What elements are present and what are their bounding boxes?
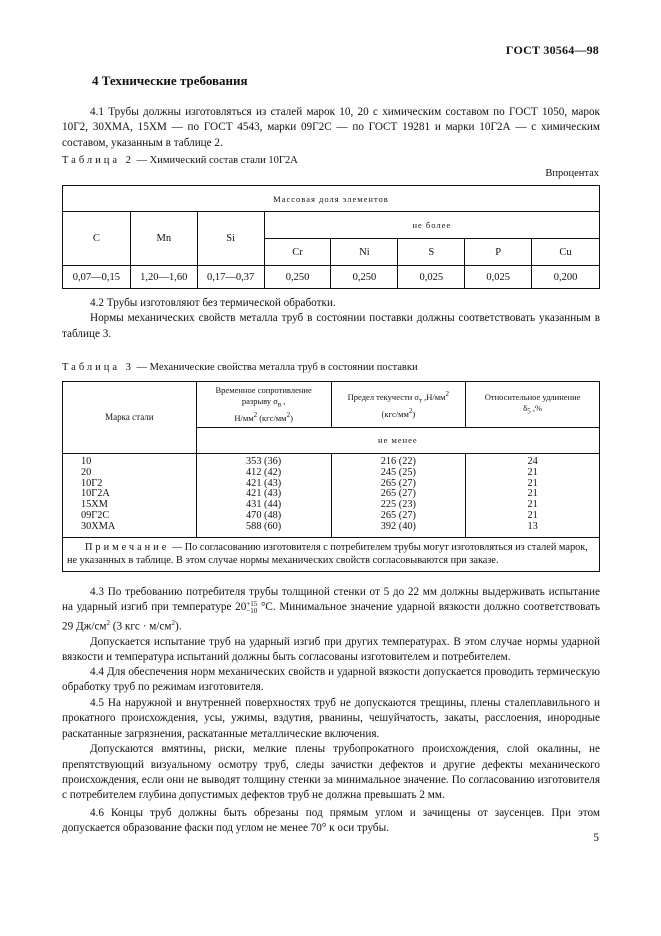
paragraph-4-1: 4.1 Трубы должны изготовляться из сталей марок 10, 20 с химическим составом по ГОСТ 1050, марок 10Г2, 30ХМА, 15ХМ — по ГОСТ 4543, марки 09Г2С — по ГОСТ 19281 и марки 10Г2А — с химическим составом, указанным в таблице 2. (62, 106, 600, 149)
table3-note: Примечание — По согласованию изготовителя с потребителем трубы могут изготовляться из сталей марок, не указанных в таблице. В этом случае нормы механических свойств согласовываются при заказе. (63, 538, 600, 572)
col-cu: Cu (532, 239, 600, 266)
col-steel-grade: Марка стали (63, 382, 197, 454)
list-item: 421 (43) (246, 477, 282, 489)
list-item: 21 (527, 499, 538, 511)
list-item: 392 (40) (380, 520, 416, 532)
cell-value: 0,250 (264, 266, 331, 289)
list-item: 10Г2А (81, 488, 110, 500)
cell-value: 0,250 (331, 266, 398, 289)
header-mass-fraction: Массовая доля элементов (63, 186, 600, 212)
list-item: 265 (27) (380, 477, 416, 489)
document-code: ГОСТ 30564—98 (505, 43, 599, 57)
list-item: 24 (527, 456, 538, 467)
list-item: 245 (25) (380, 466, 416, 478)
col-ni: Ni (331, 239, 398, 266)
header-not-more-than: не более (264, 212, 599, 239)
cell-value: 0,200 (532, 266, 600, 289)
list-item: 421 (43) (246, 488, 282, 500)
list-item: 588 (60) (246, 520, 282, 532)
table3-mechanical-properties (62, 381, 600, 572)
list-item: 21 (527, 477, 538, 489)
list-item: 216 (22) (380, 456, 416, 467)
list-item: 21 (527, 488, 538, 500)
cell-value: 0,025 (398, 266, 465, 289)
cell-value: 0,07—0,15 (63, 266, 131, 289)
list-item: 10 (81, 456, 92, 467)
list-item: 470 (48) (246, 509, 282, 521)
table3-caption: Таблица 3 — Механические свойства металла труб в состоянии поставки (62, 362, 418, 373)
list-item: 20 (81, 466, 92, 478)
tensile-column (196, 454, 331, 538)
col-cr: Cr (264, 239, 331, 266)
table2-chemical-composition (62, 185, 600, 289)
col-mn: Mn (130, 212, 197, 266)
list-item: 10Г2 (81, 477, 103, 489)
table2-units: Впроцентах (545, 168, 599, 179)
col-p: P (465, 239, 532, 266)
col-s: S (398, 239, 465, 266)
yield-column (331, 454, 466, 538)
col-elongation: Относительное удлинение $\delta_5$ ,% (466, 382, 600, 428)
paragraph-4-6: 4.6 Концы труб должны быть обрезаны под прямым углом и зачищены от заусенцев. При этом допускается образование фаски под углом не менее 70° к оси трубы. (62, 807, 600, 835)
list-item: 21 (527, 509, 538, 521)
paragraph-4-5: 4.5 На наружной и внутренней поверхностях труб не допускаются трещины, плены сталеплавильного и прокатного происхождения, усы, ужимы, вздутия, рванины, чешуйчатость, закаты, расслоения, инородные раскатанные загрязнения, раскатанные металлические включения. Допускаются вмятины, риски, мелкие плены трубопрокатного происхождения, слой окалины, не препятствующий визуальному осмотру труб, следы зачистки дефектов и другие дефекты механического происхождения, если они не выводят толщину стенки за минимальное значение. По согласованию изготовителя с потребителем глубина допустимых дефектов труб не должна превышать 2 мм. (62, 697, 600, 802)
section-title: 4 Технические требования (92, 73, 248, 88)
table2-caption: Таблица 2 — Химический состав стали 10Г2А (62, 155, 298, 166)
list-item: 30ХМА (81, 520, 116, 532)
col-si: Si (197, 212, 264, 266)
list-item: 13 (527, 520, 538, 532)
paragraph-4-2: 4.2 Трубы изготовляют без термической обработки. Нормы механических свойств металла труб в состоянии поставки должны соответствовать указанным в таблице 3. (62, 297, 600, 340)
paragraph-4-3: 4.3 По требованию потребителя трубы толщиной стенки от 5 до 22 мм должны выдерживать испытание на ударный изгиб при температуре 20+15 −10 °С. Минимальное значение ударной вязкости должно соответствовать 29 $Дж/см^2$ (3 кгс · $м/см^2$). Допускается испытание труб на ударный изгиб при других температурах. В этом случае нормы ударной вязкости и температура испытаний должны быть согласованы изготовителем и потребителем. (62, 586, 600, 664)
paragraph-4-4: 4.4 Для обеспечения норм механических свойств и ударной вязкости допускается проводить термическую обработку труб по режимам изготовителя. (62, 666, 600, 694)
cell-value: 1,20—1,60 (130, 266, 197, 289)
col-tensile-strength: Временное сопротивление разрыву $\sigma_в$ , $Н/мм^2$ $(кгс/мм^2)$ (196, 382, 331, 428)
col-c: C (63, 212, 131, 266)
col-yield-strength: Предел текучести $\sigma_т$ $,Н/мм^2$ $(кгс/мм^2)$ (331, 382, 466, 428)
list-item: 353 (36) (246, 456, 282, 467)
list-item: 265 (27) (380, 509, 416, 521)
list-item: 21 (527, 466, 538, 478)
cell-value: 0,17—0,37 (197, 266, 264, 289)
list-item: 15ХМ (81, 499, 108, 511)
list-item: 225 (23) (380, 499, 416, 511)
list-item: 431 (44) (246, 499, 282, 511)
list-item: 265 (27) (380, 488, 416, 500)
list-item: 09Г2С (81, 509, 110, 521)
page-number: 5 (593, 832, 599, 844)
grades-column (63, 454, 197, 538)
list-item: 412 (42) (246, 466, 282, 478)
cell-value: 0,025 (465, 266, 532, 289)
elongation-column (466, 454, 600, 538)
header-not-less-than: не менее (196, 428, 599, 454)
